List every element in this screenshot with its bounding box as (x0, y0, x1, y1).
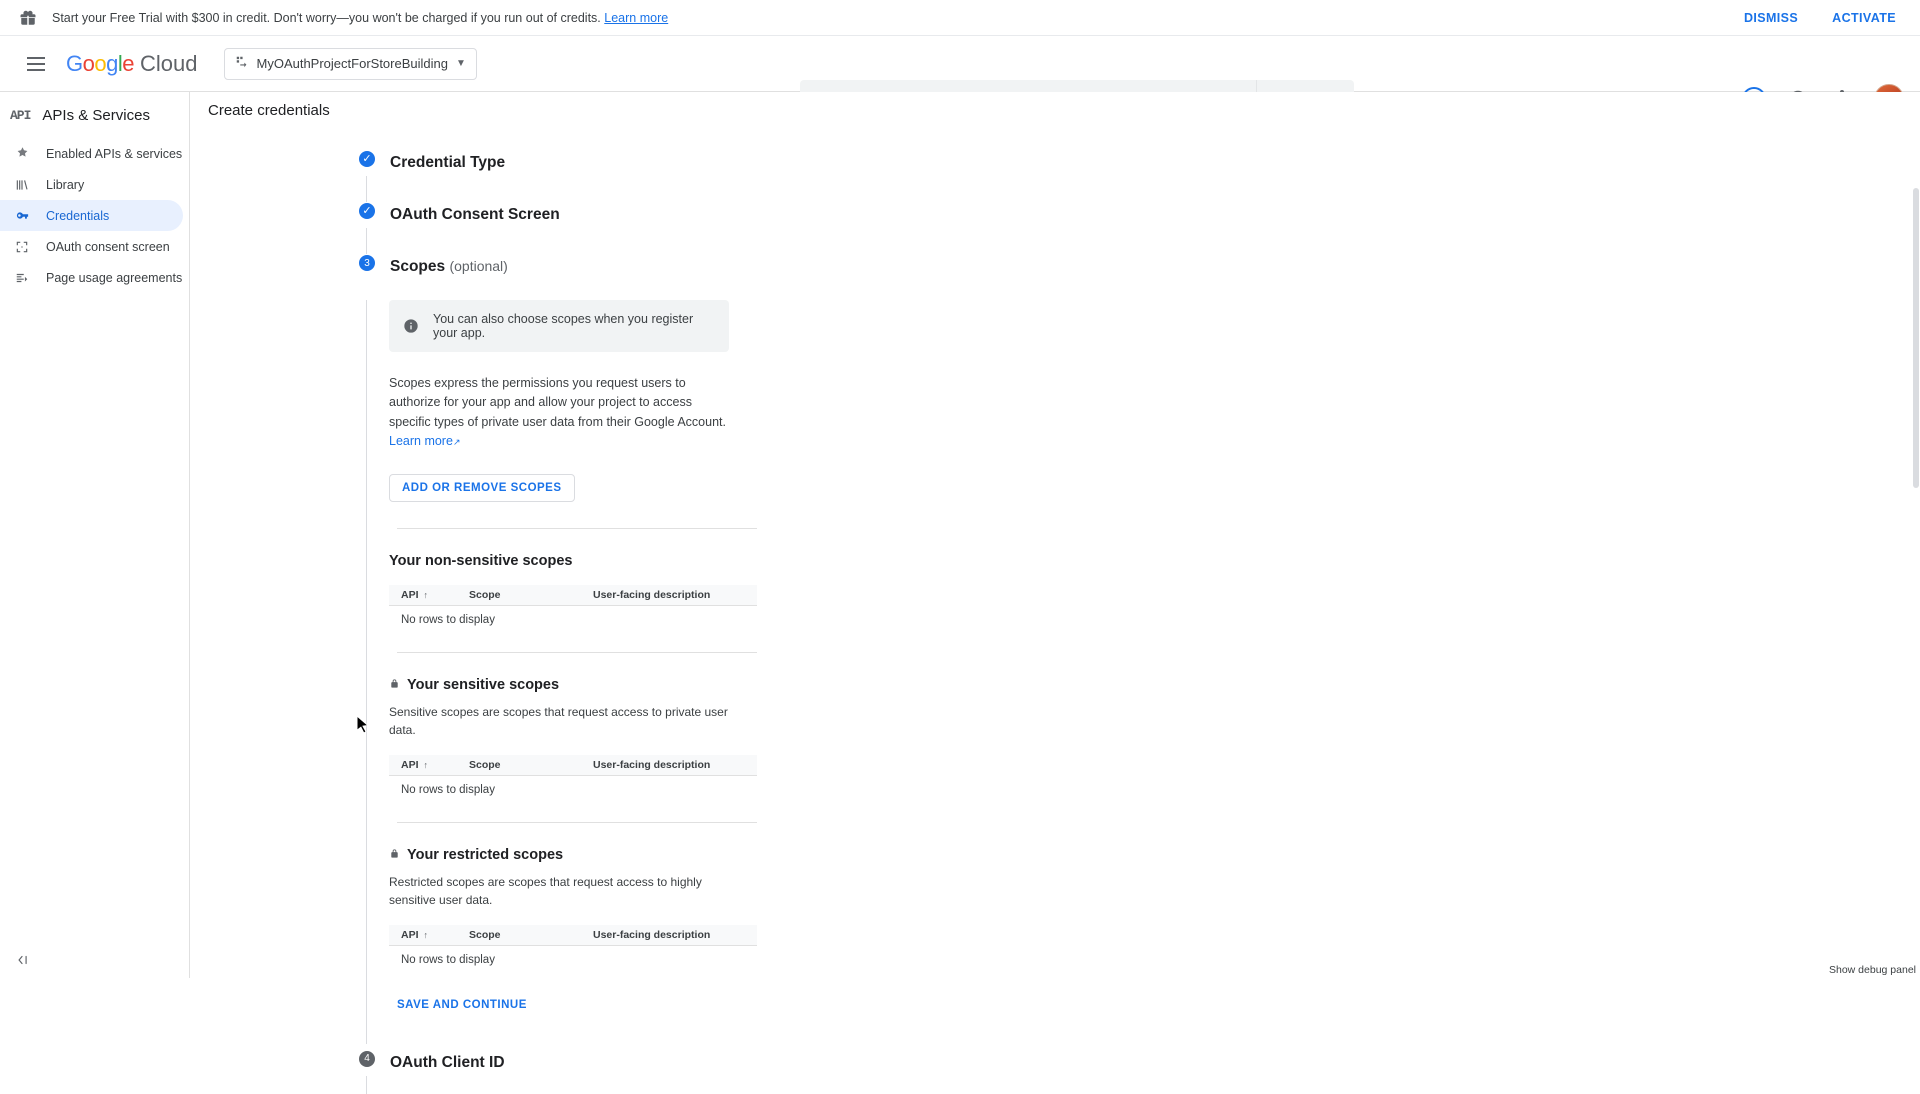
page-usage-icon (14, 270, 30, 286)
top-navigation-bar (0, 36, 1920, 92)
project-selector[interactable] (224, 48, 477, 80)
step-connector (366, 176, 1920, 202)
sidebar-item-oauth-consent-screen[interactable] (0, 231, 183, 262)
table-header-row (389, 755, 757, 776)
sort-ascending-icon: ↑ (423, 589, 429, 600)
section-title-text: Your sensitive scopes (407, 676, 560, 693)
scopes-learn-more-link[interactable] (389, 434, 460, 448)
column-header-scope[interactable]: Scope (469, 758, 501, 771)
non-sensitive-scopes-title (389, 553, 1920, 569)
non-sensitive-scopes-table (389, 585, 757, 626)
step-scopes[interactable] (364, 254, 1920, 280)
scopes-step-body (366, 300, 1920, 1044)
sort-ascending-icon: ↑ (423, 929, 429, 940)
show-debug-panel-button[interactable]: Show debug panel (1825, 962, 1920, 978)
gift-icon (18, 8, 38, 28)
column-header-api[interactable] (389, 759, 469, 771)
sidebar-item-enabled-apis[interactable] (0, 138, 183, 169)
save-and-continue-button[interactable]: SAVE AND CONTINUE (389, 992, 535, 1018)
hamburger-icon[interactable] (16, 44, 56, 84)
sidebar-item-page-usage-agreements[interactable] (0, 262, 183, 293)
section-title-text: Your restricted scopes (407, 846, 564, 863)
table-header-row (389, 585, 757, 606)
sidebar-item-label: Library (46, 177, 85, 192)
step-number-badge: 4 (359, 1051, 375, 1067)
consent-screen-icon (14, 239, 30, 255)
restricted-scopes-table (389, 925, 757, 966)
table-empty-message: No rows to display (401, 783, 495, 796)
external-link-icon: ↗ (452, 437, 461, 448)
step-connector (366, 1076, 1920, 1094)
column-header-description[interactable]: User-facing description (593, 928, 711, 941)
scopes-description-text: Scopes express the permissions you request users to authorize for your app and allow your project to access specific types of private user data from their Google Account. (389, 376, 726, 429)
sensitive-scopes-title (389, 677, 1920, 693)
step-optional-label: (optional) (449, 258, 508, 274)
column-label: API (401, 928, 419, 941)
sidebar-title: APIs & Services (42, 106, 150, 124)
sidebar-item-credentials[interactable] (0, 200, 183, 231)
step-connector (366, 228, 1920, 254)
free-trial-banner (0, 0, 1920, 36)
table-empty-message: No rows to display (401, 953, 495, 966)
banner-actions (1738, 7, 1902, 29)
sort-ascending-icon: ↑ (423, 759, 429, 770)
step-title (390, 258, 508, 276)
scopes-description (389, 374, 734, 452)
restricted-scopes-subtitle: Restricted scopes are scopes that request access to highly sensitive user data. (389, 874, 702, 907)
cloud-wordmark: Cloud (140, 50, 198, 76)
sidebar (0, 92, 190, 978)
step-title: OAuth Consent Screen (390, 206, 560, 223)
library-icon (14, 177, 30, 193)
dismiss-button[interactable]: DISMISS (1738, 7, 1804, 29)
info-icon (403, 318, 419, 334)
divider (397, 652, 757, 653)
project-switch-icon (235, 55, 249, 72)
step-complete-icon (359, 151, 375, 167)
column-header-api[interactable] (389, 929, 469, 941)
vertical-scrollbar[interactable] (1912, 92, 1920, 978)
api-icon: API (10, 107, 31, 123)
create-credentials-stepper (190, 150, 1920, 1094)
scopes-info-box (389, 300, 729, 352)
sidebar-item-label: Enabled APIs & services (46, 146, 183, 161)
step-credential-type[interactable] (390, 150, 1920, 176)
scopes-learn-more-label: Learn more (389, 434, 453, 449)
project-name-label: MyOAuthProjectForStoreBuilding (256, 56, 448, 71)
section-title-text: Your non-sensitive scopes (389, 552, 573, 569)
banner-message: Start your Free Trial with $300 in credit. Don't worry—you won't be charged if you run out of credits. (52, 10, 601, 25)
step-complete-icon (359, 203, 375, 219)
lock-icon (389, 677, 400, 693)
column-label: API (401, 758, 419, 771)
column-header-scope[interactable]: Scope (469, 588, 501, 601)
table-header-row (389, 925, 757, 946)
activate-button[interactable]: ACTIVATE (1826, 7, 1902, 29)
step-oauth-consent-screen[interactable] (390, 202, 1920, 228)
chevron-down-icon: ▼ (455, 58, 466, 69)
collapse-sidebar-icon[interactable] (12, 950, 32, 970)
column-header-description[interactable]: User-facing description (593, 758, 711, 771)
table-empty-message: No rows to display (401, 613, 495, 626)
sensitive-scopes-table (389, 755, 757, 796)
page-title: Create credentials (190, 92, 1920, 130)
credentials-key-icon (14, 208, 30, 224)
column-header-api[interactable] (389, 589, 469, 601)
divider (397, 528, 757, 529)
sidebar-item-label: Page usage agreements (46, 270, 183, 285)
scrollbar-thumb[interactable] (1913, 188, 1919, 488)
sidebar-header (0, 92, 189, 138)
sensitive-scopes-subtitle: Sensitive scopes are scopes that request access to private user data. (389, 704, 728, 737)
sidebar-item-label: OAuth consent screen (46, 239, 170, 254)
sidebar-item-label: Credentials (46, 208, 110, 223)
sidebar-item-library[interactable] (0, 169, 183, 200)
column-header-description[interactable]: User-facing description (593, 588, 711, 601)
google-cloud-logo[interactable] (66, 51, 198, 77)
main-content (190, 92, 1920, 1071)
step-title-text: Scopes (390, 258, 446, 275)
step-oauth-client-id[interactable] (364, 1050, 1920, 1076)
step-title: Credential Type (390, 154, 506, 171)
enabled-apis-icon (14, 146, 30, 162)
add-or-remove-scopes-button[interactable]: ADD OR REMOVE SCOPES (389, 474, 575, 502)
lock-icon (389, 847, 400, 863)
restricted-scopes-title (389, 847, 1920, 863)
banner-text (52, 11, 668, 25)
scopes-info-text: You can also choose scopes when you register your app. (433, 312, 694, 340)
google-wordmark: Google (66, 50, 135, 76)
banner-learn-more-link[interactable]: Learn more (604, 10, 669, 25)
step-title: OAuth Client ID (390, 1053, 505, 1071)
column-label: API (401, 588, 419, 601)
divider (397, 822, 757, 823)
column-header-scope[interactable]: Scope (469, 928, 501, 941)
step-number-badge: 3 (359, 255, 375, 271)
